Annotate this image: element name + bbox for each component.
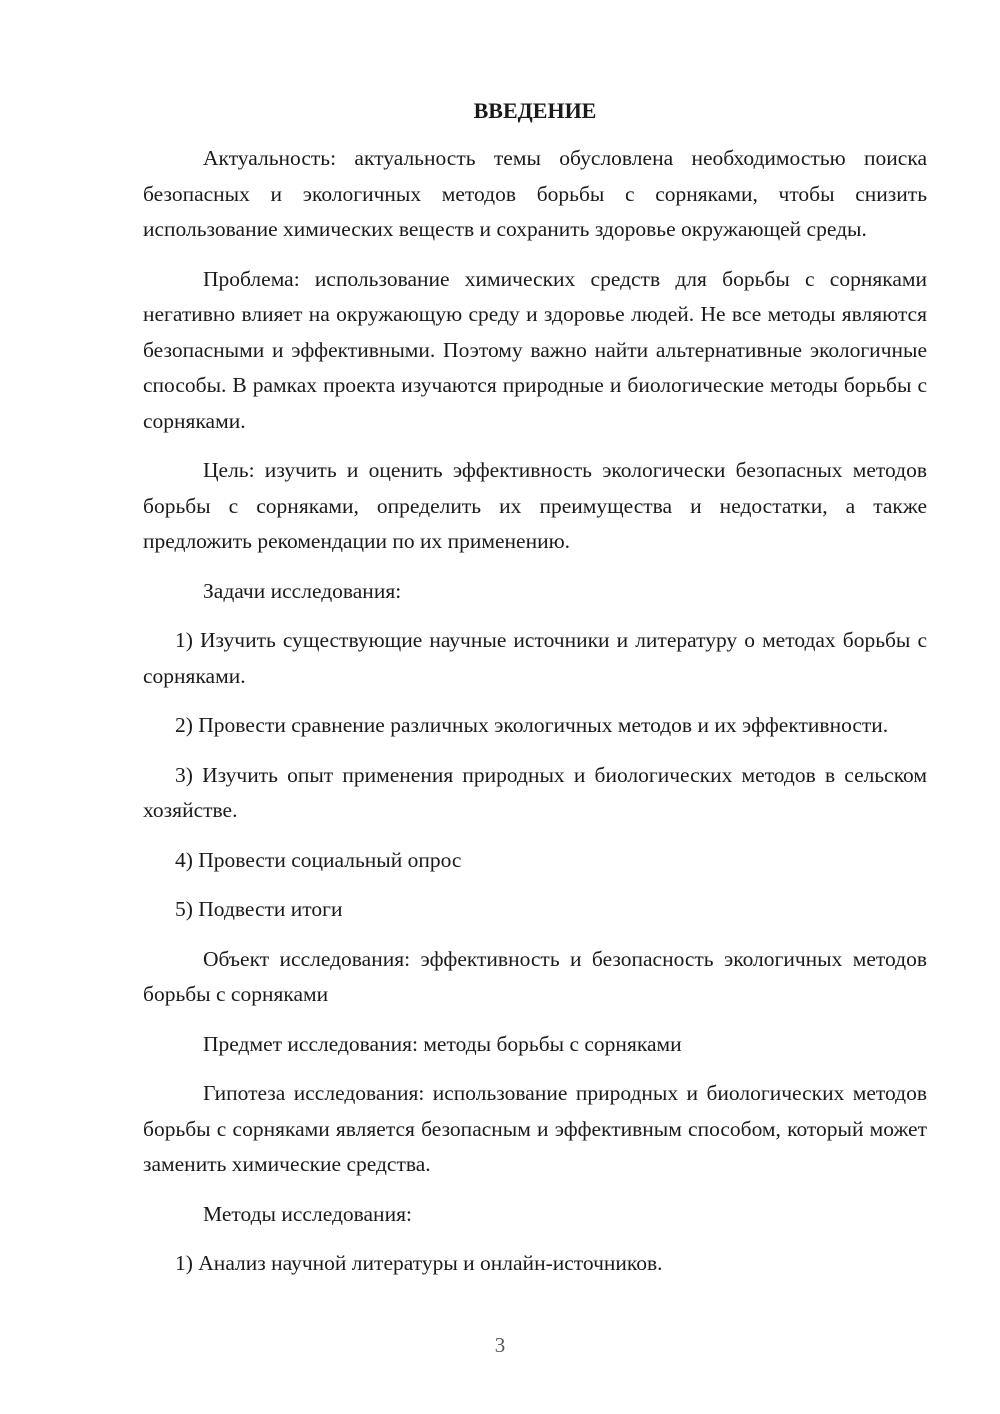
paragraph-hypothesis: Гипотеза исследования: использование природных и биологических методов борьбы с сорняками является безопасным и эффективным способом, который может заменить химические средства. [143, 1081, 927, 1176]
list-item-task-3: 3) Изучить опыт применения природных и биологических методов в сельском хозяйстве. [143, 762, 927, 822]
list-item-task-5: 5) Подвести итоги [175, 897, 343, 921]
paragraph-tasks-heading: Задачи исследования: [203, 578, 402, 603]
list-item-task-2: 2) Провести сравнение различных экологичных методов и их эффективности. [175, 713, 889, 737]
paragraph-object: Объект исследования: эффективность и безопасность экологичных методов борьбы с сорняками [143, 946, 927, 1006]
paragraph-methods-heading: Методы исследования: [203, 1201, 412, 1226]
paragraph-problem: Проблема: использование химических средств для борьбы с сорняками негативно влияет на окружающую среду и здоровье людей. Не все методы являются безопасными и эффективными. Поэтому важно найти альтернативные экологичные способы. В рамках проекта изучаются природные и биологические методы борьбы с сорняками. [143, 266, 927, 433]
list-item-task-4: 4) Провести социальный опрос [175, 847, 462, 872]
document-page [143, 95, 927, 1296]
list-item-method-1: 1) Анализ научной литературы и онлайн-источников. [175, 1251, 663, 1275]
section-title: ВВЕДЕНИЕ [473, 98, 597, 123]
page-number: 3 [494, 1333, 506, 1357]
paragraph-subject: Предмет исследования: методы борьбы с сорняками [203, 1031, 682, 1056]
paragraph-goal: Цель: изучить и оценить эффективность экологически безопасных методов борьбы с сорняками, определить их преимущества и недостатки, а также предложить рекомендации по их применению. [143, 458, 927, 553]
paragraph-relevance: Актуальность: актуальность темы обусловлена необходимостью поиска безопасных и экологичных методов борьбы с сорняками, чтобы снизить использование химических веществ и сохранить здоровье окружающей среды. [143, 146, 927, 241]
list-item-task-1: 1) Изучить существующие научные источники и литературу о методах борьбы с сорняками. [143, 628, 927, 688]
